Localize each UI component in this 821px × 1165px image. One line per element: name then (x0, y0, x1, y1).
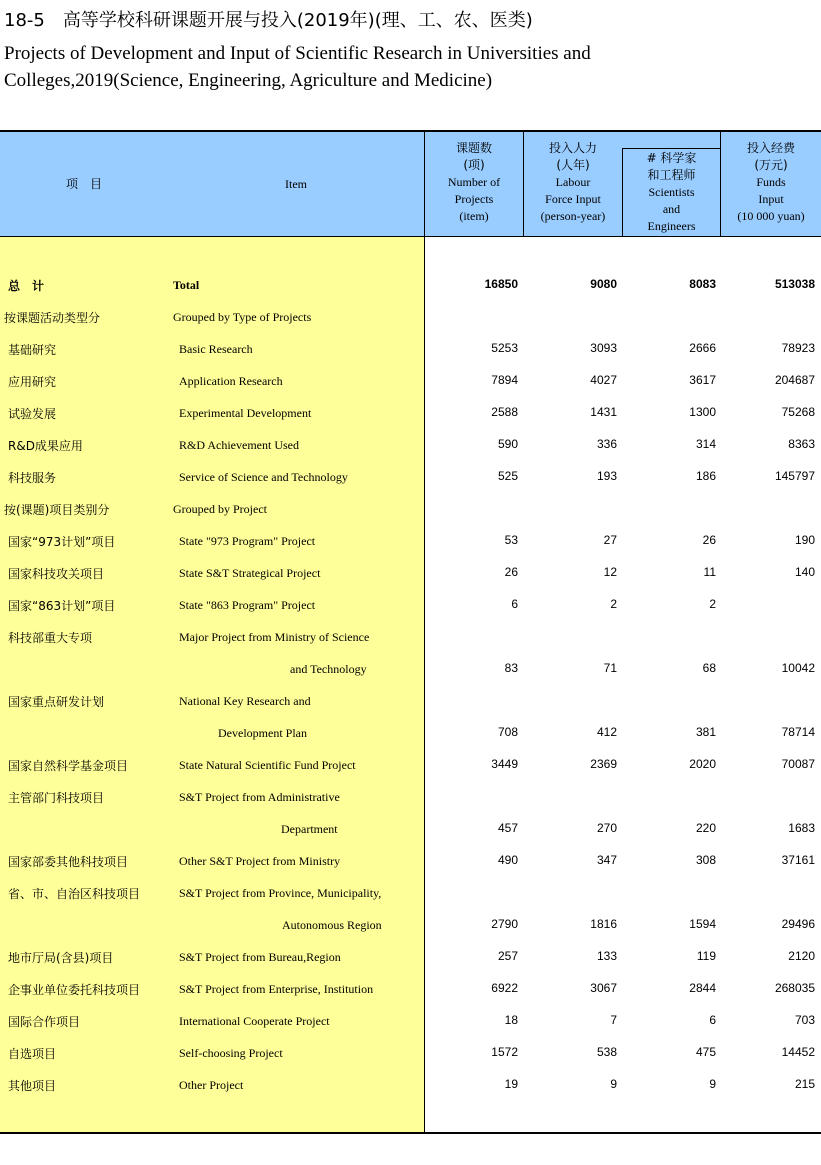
scientists-value: 220 (695, 821, 716, 835)
header-labour-line: Force Input (545, 192, 601, 206)
row-label-en: International Cooperate Project (179, 1014, 330, 1028)
table-row (0, 1068, 821, 1100)
row-label-en: Basic Research (179, 342, 253, 356)
header-labour-line: 投入人力 (548, 141, 597, 155)
table-row (0, 620, 821, 652)
projects-value: 490 (497, 853, 518, 867)
row-label-en: Grouped by Type of Projects (173, 310, 312, 324)
funds-value: 190 (794, 533, 815, 547)
funds-value: 70087 (781, 757, 815, 771)
labour-value: 12 (603, 565, 617, 579)
row-label-zh: 科技部重大专项 (8, 631, 93, 645)
scientists-value: 381 (695, 725, 716, 739)
row-label-en: S&T Project from Province, Municipality, (179, 886, 382, 900)
projects-value: 26 (504, 565, 518, 579)
table-row (0, 588, 821, 620)
header-projects (425, 140, 523, 225)
row-label-zh: 基础研究 (8, 343, 57, 357)
labour-value: 2 (610, 597, 617, 611)
sub-header-rule (622, 148, 720, 149)
header-projects-line: (项) (463, 158, 485, 172)
header-funds-line: (万元) (754, 158, 788, 172)
funds-value: 78714 (781, 725, 815, 739)
row-label-zh: 科技服务 (8, 471, 57, 485)
row-label-en: Other S&T Project from Ministry (179, 854, 341, 868)
header-projects-line: 课题数 (455, 141, 492, 155)
table-row (0, 364, 821, 396)
table-row (0, 748, 821, 780)
funds-value: 140 (794, 565, 815, 579)
funds-value: 204687 (774, 373, 815, 387)
header-labour-line: Labour (555, 175, 591, 189)
table-row (0, 812, 821, 844)
row-label-zh: 国际合作项目 (8, 1015, 81, 1029)
table-row (0, 1036, 821, 1068)
header-scientists-line: 和工程师 (647, 168, 696, 182)
labour-value: 3067 (590, 981, 617, 995)
labour-value: 412 (596, 725, 617, 739)
projects-value: 18 (504, 1013, 518, 1027)
projects-value: 6 (511, 597, 518, 611)
projects-value: 2588 (491, 405, 518, 419)
labour-value: 4027 (590, 373, 617, 387)
labour-value: 3093 (590, 341, 617, 355)
bottom-rule (0, 1132, 821, 1134)
header-funds-line: Funds (756, 175, 786, 189)
row-label-zh: R&D成果应用 (8, 439, 83, 453)
header-labour-line: (person-year) (540, 209, 606, 223)
row-label-zh: 地市厅局(含县)项目 (8, 951, 114, 965)
projects-value: 7894 (491, 373, 518, 387)
row-label-en: Department (281, 822, 338, 836)
projects-value: 6922 (491, 981, 518, 995)
row-label-zh: 国家“863计划”项目 (8, 599, 116, 613)
table-row (0, 460, 821, 492)
row-label-zh: 应用研究 (8, 375, 57, 389)
table-row (0, 876, 821, 908)
header-funds-line: 投入经费 (746, 141, 795, 155)
funds-value: 145797 (774, 469, 815, 483)
funds-value: 78923 (781, 341, 815, 355)
labour-value: 2369 (590, 757, 617, 771)
header-funds (721, 140, 821, 225)
header-labour (524, 140, 622, 225)
row-label-zh: 省、市、自治区科技项目 (8, 887, 141, 901)
row-label-en: S&T Project from Bureau,Region (179, 950, 341, 964)
table-row (0, 652, 821, 684)
labour-value: 71 (603, 661, 617, 675)
row-label-zh: 按课题活动类型分 (4, 311, 101, 325)
funds-value: 1683 (788, 821, 815, 835)
scientists-value: 3617 (689, 373, 716, 387)
row-label-zh: 企事业单位委托科技项目 (8, 983, 141, 997)
funds-value: 75268 (781, 405, 815, 419)
scientists-value: 475 (695, 1045, 716, 1059)
scientists-value: 1594 (689, 917, 716, 931)
header-scientists-line: and (662, 202, 681, 216)
header-funds-line: Input (758, 192, 784, 206)
table-row (0, 1004, 821, 1036)
row-label-en: State S&T Strategical Project (179, 566, 321, 580)
scientists-value: 2666 (689, 341, 716, 355)
scientists-value: 26 (702, 533, 716, 547)
scientists-value: 314 (695, 437, 716, 451)
labour-value: 133 (596, 949, 617, 963)
funds-value: 2120 (788, 949, 815, 963)
funds-value: 8363 (788, 437, 815, 451)
scientists-value: 2020 (689, 757, 716, 771)
row-label-en: Development Plan (218, 726, 307, 740)
row-label-en: Self-choosing Project (179, 1046, 283, 1060)
projects-value: 5253 (491, 341, 518, 355)
labour-value: 538 (596, 1045, 617, 1059)
labour-value: 27 (603, 533, 617, 547)
row-label-en: S&T Project from Enterprise, Institution (179, 982, 374, 996)
table-row (0, 940, 821, 972)
row-label-en: State "863 Program" Project (179, 598, 316, 612)
funds-value: 10042 (781, 661, 815, 675)
header-projects-line: (item) (459, 209, 489, 223)
projects-value: 457 (497, 821, 518, 835)
labour-value: 9 (610, 1077, 617, 1091)
scientists-value: 9 (709, 1077, 716, 1091)
header-item-en: Item (285, 177, 307, 191)
row-label-en: Application Research (179, 374, 283, 388)
row-label-en: National Key Research and (179, 694, 311, 708)
funds-value: 703 (794, 1013, 815, 1027)
row-label-en: Autonomous Region (282, 918, 382, 932)
header-scientists (623, 150, 720, 235)
row-label-zh: 主管部门科技项目 (8, 791, 105, 805)
funds-value: 513038 (774, 277, 815, 291)
projects-value: 590 (497, 437, 518, 451)
row-label-en: Grouped by Project (173, 502, 267, 516)
header-labour-line: (人年) (556, 158, 590, 172)
table-row (0, 332, 821, 364)
table-row (0, 972, 821, 1004)
table-title-en-line2: Colleges,2019(Science, Engineering, Agriculture and Medicine) (4, 70, 493, 91)
scientists-value: 186 (695, 469, 716, 483)
header-item-zh: 项 目 (66, 177, 103, 191)
table-row (0, 716, 821, 748)
table-row (0, 524, 821, 556)
projects-value: 3449 (491, 757, 518, 771)
row-label-en: Service of Science and Technology (179, 470, 348, 484)
header-funds-line: (10 000 yuan) (737, 209, 805, 223)
funds-value: 14452 (781, 1045, 815, 1059)
projects-value: 708 (497, 725, 518, 739)
projects-value: 525 (497, 469, 518, 483)
header-scientists-line: # 科学家 (646, 151, 697, 165)
row-label-en: S&T Project from Administrative (179, 790, 340, 804)
projects-value: 83 (504, 661, 518, 675)
row-label-zh: 国家自然科学基金项目 (8, 759, 129, 773)
table-row (0, 396, 821, 428)
header-rule (0, 236, 821, 237)
row-label-en: Other Project (179, 1078, 244, 1092)
row-label-en: Experimental Development (179, 406, 312, 420)
row-label-zh: 国家科技攻关项目 (8, 567, 105, 581)
row-label-zh: 其他项目 (8, 1079, 57, 1093)
projects-value: 19 (504, 1077, 518, 1091)
scientists-value: 2 (709, 597, 716, 611)
scientists-value: 2844 (689, 981, 716, 995)
top-rule (0, 130, 821, 132)
projects-value: 16850 (484, 277, 518, 291)
row-label-en: R&D Achievement Used (179, 438, 299, 452)
projects-value: 2790 (491, 917, 518, 931)
header-scientists-line: Scientists (648, 185, 695, 199)
row-label-en: State Natural Scientific Fund Project (179, 758, 356, 772)
row-label-zh: 国家部委其他科技项目 (8, 855, 129, 869)
row-label-zh: 自选项目 (8, 1047, 57, 1061)
scientists-value: 8083 (689, 277, 716, 291)
table-row (0, 300, 821, 332)
scientists-value: 308 (695, 853, 716, 867)
row-label-zh: 试验发展 (8, 407, 57, 421)
row-label-en: Major Project from Ministry of Science (179, 630, 370, 644)
table-row (0, 684, 821, 716)
scientists-value: 68 (702, 661, 716, 675)
table-row (0, 268, 821, 300)
table-title-zh: 18-5 高等学校科研课题开展与投入(2019年)(理、工、农、医类) (4, 10, 533, 31)
labour-value: 1431 (590, 405, 617, 419)
funds-value: 37161 (781, 853, 815, 867)
row-label-zh: 总 计 (8, 279, 45, 293)
funds-value: 268035 (774, 981, 815, 995)
labour-value: 347 (596, 853, 617, 867)
projects-value: 53 (504, 533, 518, 547)
table-row (0, 780, 821, 812)
table-row (0, 556, 821, 588)
table-row (0, 908, 821, 940)
table-title-en-line1: Projects of Development and Input of Scientific Research in Universities and (4, 43, 591, 64)
row-label-en: State "973 Program" Project (179, 534, 316, 548)
scientists-value: 1300 (689, 405, 716, 419)
row-label-en: and Technology (290, 662, 367, 676)
row-label-en: Total (173, 278, 200, 292)
header-scientists-line: Engineers (647, 219, 696, 233)
labour-value: 336 (596, 437, 617, 451)
projects-value: 1572 (491, 1045, 518, 1059)
funds-value: 29496 (781, 917, 815, 931)
labour-value: 7 (610, 1013, 617, 1027)
labour-value: 1816 (590, 917, 617, 931)
row-label-zh: 按(课题)项目类别分 (4, 503, 110, 517)
table-row (0, 844, 821, 876)
header-projects-line: Projects (454, 192, 494, 206)
header-projects-line: Number of (447, 175, 501, 189)
labour-value: 9080 (590, 277, 617, 291)
labour-value: 193 (596, 469, 617, 483)
scientists-value: 6 (709, 1013, 716, 1027)
table-title-en (4, 40, 591, 94)
funds-value: 215 (794, 1077, 815, 1091)
labour-value: 270 (596, 821, 617, 835)
row-label-zh: 国家“973计划”项目 (8, 535, 116, 549)
table-row (0, 492, 821, 524)
scientists-value: 119 (696, 949, 716, 963)
scientists-value: 11 (703, 565, 716, 579)
row-label-zh: 国家重点研发计划 (8, 695, 105, 709)
projects-value: 257 (497, 949, 518, 963)
table-row (0, 428, 821, 460)
